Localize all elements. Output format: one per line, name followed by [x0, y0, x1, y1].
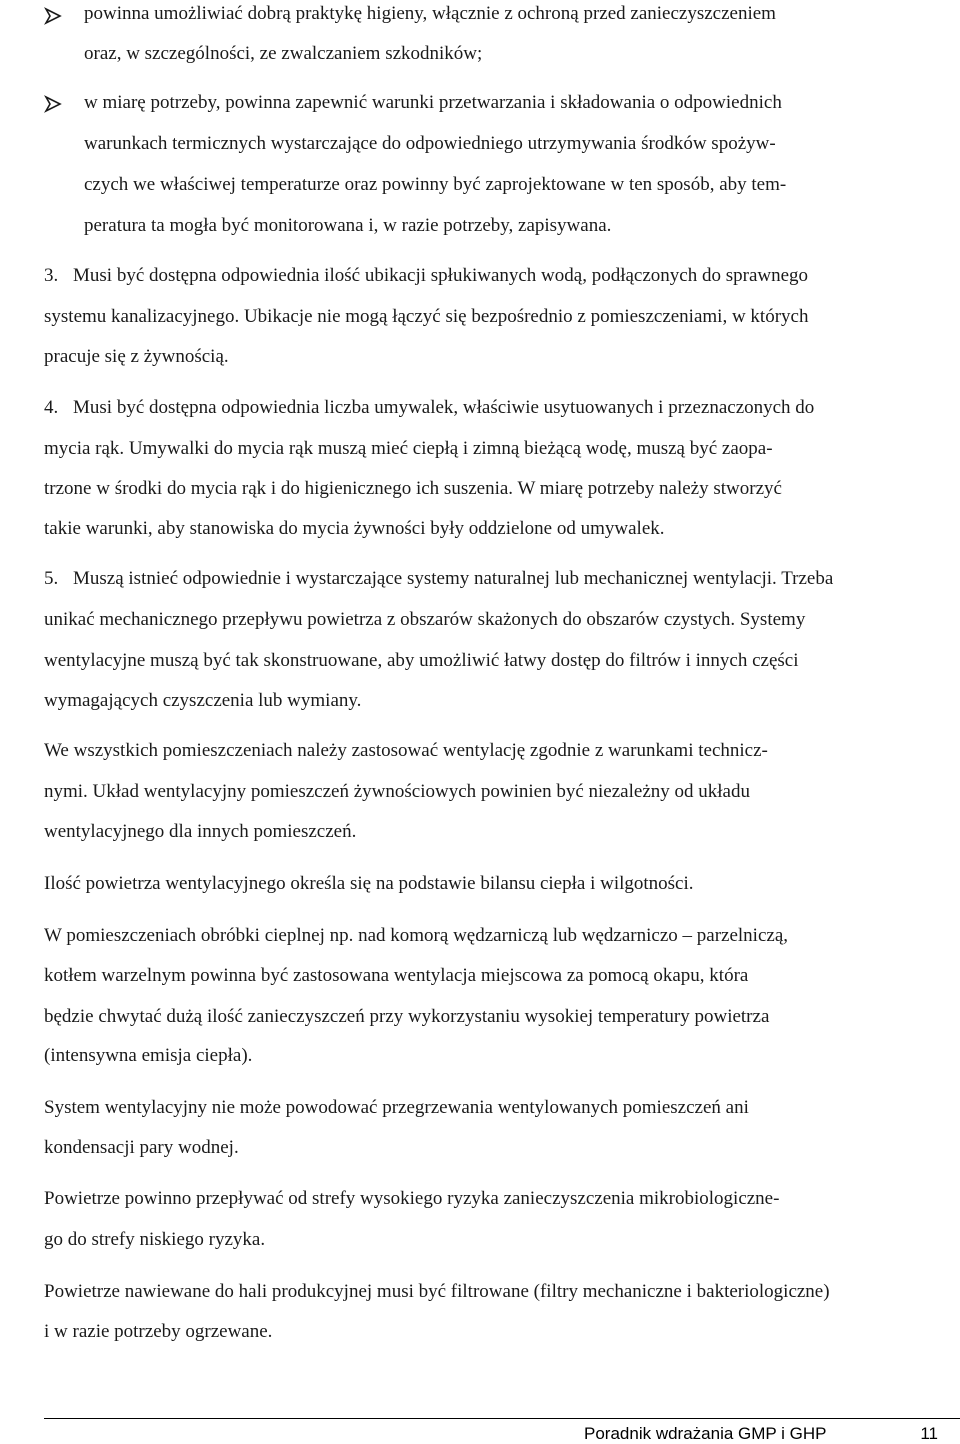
paragraph-6-line-2: i w razie potrzeby ogrzewane.: [44, 1321, 273, 1342]
footer-divider: [44, 1418, 960, 1419]
bullet-2-line-3: czych we właściwej temperaturze oraz powinny być zaprojektowane w ten sposób, aby tem-: [84, 174, 787, 195]
paragraph-5-line-2: go do strefy niskiego ryzyka.: [44, 1229, 266, 1250]
paragraph-1-line-1: We wszystkich pomieszczeniach należy zastosować wentylację zgodnie z warunkami technicz-: [44, 740, 768, 761]
arrowhead-bullet-icon: [44, 95, 62, 113]
item-4-number: 4.: [44, 397, 59, 418]
item-5-number: 5.: [44, 568, 59, 589]
paragraph-1-line-3: wentylacyjnego dla innych pomieszczeń.: [44, 821, 357, 842]
arrowhead-bullet-icon: [44, 7, 62, 25]
bullet-1-line-2: oraz, w szczególności, ze zwalczaniem szkodników;: [84, 43, 483, 64]
page-number: 11: [920, 1424, 938, 1443]
item-4-line-4: takie warunki, aby stanowiska do mycia żywności były oddzielone od umywalek.: [44, 518, 665, 539]
item-3-number: 3.: [44, 265, 59, 286]
bullet-2-line-1: w miarę potrzeby, powinna zapewnić warunki przetwarzania i składowania o odpowiednich: [84, 92, 782, 113]
paragraph-3-line-3: będzie chwytać dużą ilość zanieczyszczeń przy wykorzystaniu wysokiej temperatury powietrza: [44, 1006, 770, 1027]
bullet-1-line-1: powinna umożliwiać dobrą praktykę higieny, włącznie z ochroną przed zanieczyszczeniem: [84, 3, 776, 24]
item-4-line-2: mycia rąk. Umywalki do mycia rąk muszą mieć ciepłą i zimną bieżącą wodę, muszą być zaopa-: [44, 438, 773, 459]
paragraph-3-line-2: kotłem warzelnym powinna być zastosowana wentylacja miejscowa za pomocą okapu, która: [44, 965, 749, 986]
bullet-2-line-4: peratura ta mogła być monitorowana i, w razie potrzeby, zapisywana.: [84, 215, 612, 236]
item-5-line-3: wentylacyjne muszą być tak skonstruowane, aby umożliwić łatwy dostęp do filtrów i innych części: [44, 650, 799, 671]
paragraph-2-line-1: Ilość powietrza wentylacyjnego określa się na podstawie bilansu ciepła i wilgotności.: [44, 873, 694, 894]
item-3-line-3: pracuje się z żywnością.: [44, 346, 229, 367]
item-3-line-1: Musi być dostępna odpowiednia ilość ubikacji spłukiwanych wodą, podłączonych do sprawnego: [73, 265, 809, 286]
paragraph-1-line-2: nymi. Układ wentylacyjny pomieszczeń żywnościowych powinien być niezależny od układu: [44, 781, 750, 802]
paragraph-6-line-1: Powietrze nawiewane do hali produkcyjnej musi być filtrowane (filtry mechaniczne i bakteriologiczne): [44, 1281, 830, 1302]
item-5-line-2: unikać mechanicznego przepływu powietrza z obszarów skażonych do obszarów czystych. Systemy: [44, 609, 806, 630]
item-5-line-1: Muszą istnieć odpowiednie i wystarczające systemy naturalnej lub mechanicznej wentylacji. Trzeba: [73, 568, 834, 589]
paragraph-4-line-1: System wentylacyjny nie może powodować przegrzewania wentylowanych pomieszczeń ani: [44, 1097, 749, 1118]
bullet-2-line-2: warunkach termicznych wystarczające do odpowiedniego utrzymywania środków spożyw-: [84, 133, 776, 154]
paragraph-5-line-1: Powietrze powinno przepływać od strefy wysokiego ryzyka zanieczyszczenia mikrobiologiczne-: [44, 1188, 780, 1209]
item-3-line-2: systemu kanalizacyjnego. Ubikacje nie mogą łączyć się bezpośrednio z pomieszczeniami, w których: [44, 306, 809, 327]
item-4-line-3: trzone w środki do mycia rąk i do higienicznego ich suszenia. W miarę potrzeby należy stworzyć: [44, 478, 782, 499]
footer-title: Poradnik wdrażania GMP i GHP: [584, 1424, 827, 1443]
item-5-line-4: wymagających czyszczenia lub wymiany.: [44, 690, 362, 711]
item-4-line-1: Musi być dostępna odpowiednia liczba umywalek, właściwie usytuowanych i przeznaczonych do: [73, 397, 815, 418]
paragraph-4-line-2: kondensacji pary wodnej.: [44, 1137, 239, 1158]
paragraph-3-line-4: (intensywna emisja ciepła).: [44, 1045, 253, 1066]
paragraph-3-line-1: W pomieszczeniach obróbki cieplnej np. nad komorą wędzarniczą lub wędzarniczo – parzelniczą,: [44, 925, 788, 946]
